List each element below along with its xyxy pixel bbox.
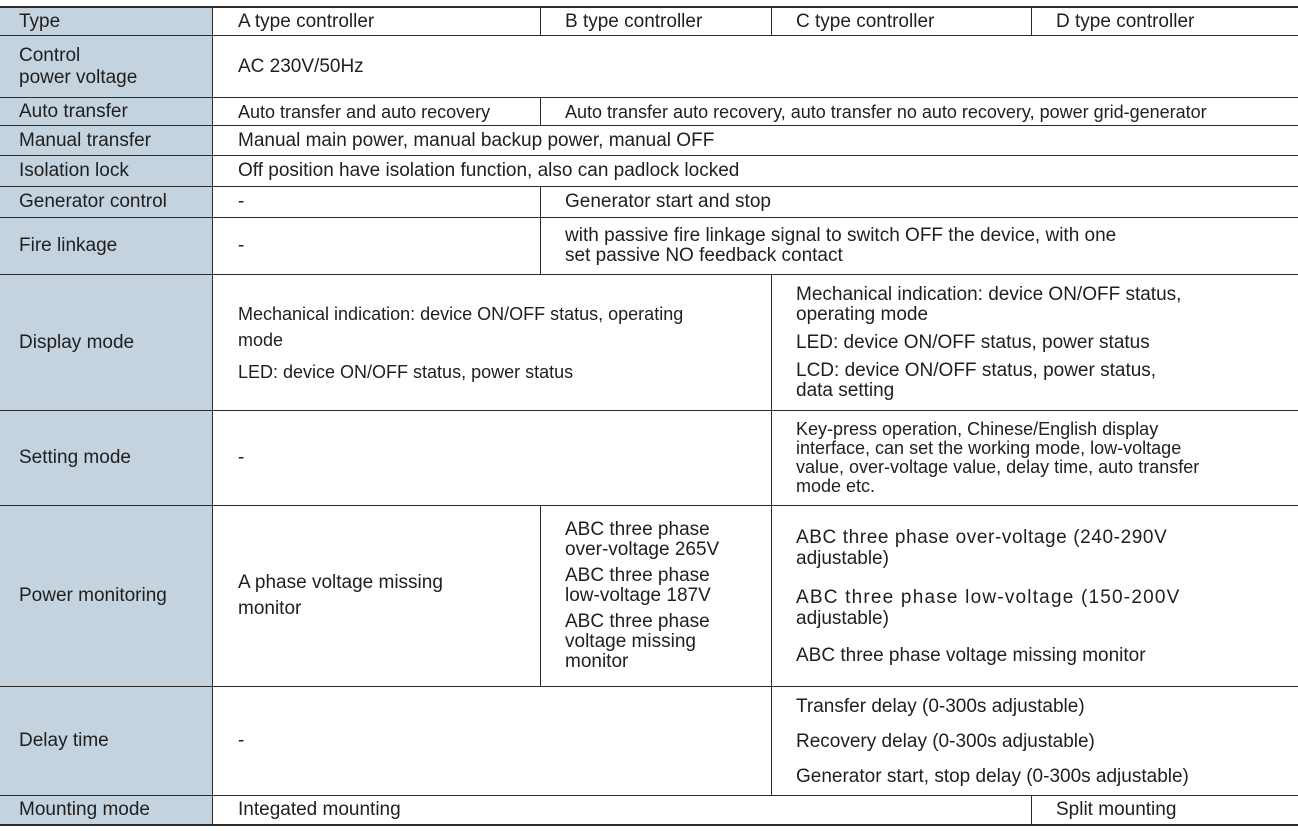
row-label-fire-linkage: Fire linkage bbox=[0, 218, 212, 274]
delay-time-line: Transfer delay (0-300s adjustable) bbox=[796, 695, 1085, 717]
rule bbox=[0, 505, 1298, 506]
rule bbox=[0, 686, 1298, 687]
row-label-control-power bbox=[0, 36, 212, 97]
rule bbox=[0, 410, 1298, 411]
display-mode-cd bbox=[788, 275, 1298, 410]
power-monitoring-a-line: A phase voltage missing bbox=[238, 572, 443, 593]
rule bbox=[212, 8, 213, 824]
isolation-lock-value: Off position have isolation function, also can padlock locked bbox=[238, 160, 740, 181]
display-mode-cd-line: Mechanical indication: device ON/OFF status, bbox=[796, 283, 1182, 305]
rule bbox=[771, 8, 772, 35]
display-mode-ab-line: Mechanical indication: device ON/OFF status, operating bbox=[238, 303, 684, 324]
power-monitoring-cd-line: ABC three phase low-voltage (150-200V bbox=[796, 586, 1181, 608]
header-d-type: D type controller bbox=[1056, 10, 1195, 32]
power-monitoring-cd-line: ABC three phase over-voltage (240-290V bbox=[796, 526, 1168, 548]
rule bbox=[771, 506, 772, 686]
fire-linkage-a: - bbox=[238, 235, 245, 256]
rule bbox=[771, 687, 772, 795]
power-monitoring-cd-line: adjustable) bbox=[796, 607, 889, 629]
delay-time-ab: - bbox=[238, 730, 245, 751]
setting-mode-line: interface, can set the working mode, low-voltage bbox=[796, 438, 1182, 458]
header-c-type: C type controller bbox=[796, 10, 935, 32]
power-monitoring-b-line: over-voltage 265V bbox=[565, 539, 720, 560]
display-mode-cd-line: operating mode bbox=[796, 303, 929, 325]
mounting-mode-d: Split mounting bbox=[1056, 799, 1177, 820]
row-label-mounting-mode: Mounting mode bbox=[0, 796, 212, 824]
rule bbox=[0, 274, 1298, 275]
power-monitoring-cd-line: ABC three phase voltage missing monitor bbox=[796, 644, 1146, 666]
delay-time-cd bbox=[788, 687, 1298, 795]
power-monitoring-b-line: ABC three phase bbox=[565, 519, 710, 540]
header-type: Type bbox=[0, 8, 212, 35]
rule bbox=[540, 8, 541, 35]
power-monitoring-cd-line: adjustable) bbox=[796, 547, 889, 569]
rule bbox=[0, 217, 1298, 218]
auto-transfer-bcd: Auto transfer auto recovery, auto transfer no auto recovery, power grid-generator bbox=[565, 101, 1207, 122]
power-monitoring-b-line: monitor bbox=[565, 651, 629, 672]
power-monitoring-b-line: low-voltage 187V bbox=[565, 585, 711, 606]
display-mode-cd-line: LED: device ON/OFF status, power status bbox=[796, 331, 1150, 353]
rule bbox=[0, 795, 1298, 796]
rule bbox=[0, 125, 1298, 126]
display-mode-ab-line: LED: device ON/OFF status, power status bbox=[238, 361, 574, 382]
setting-mode-line: Key-press operation, Chinese/English display bbox=[796, 419, 1159, 439]
setting-mode-line: mode etc. bbox=[796, 476, 876, 496]
row-label-auto-transfer: Auto transfer bbox=[0, 98, 212, 125]
row-label-delay-time: Delay time bbox=[0, 687, 212, 795]
display-mode-ab bbox=[230, 275, 788, 410]
rule bbox=[540, 187, 541, 274]
manual-transfer-value: Manual main power, manual backup power, manual OFF bbox=[238, 129, 715, 151]
display-mode-cd-line: LCD: device ON/OFF status, power status, bbox=[796, 359, 1157, 381]
rule bbox=[771, 275, 772, 505]
delay-time-line: Generator start, stop delay (0-300s adjustable) bbox=[796, 765, 1189, 787]
row-label-generator-control: Generator control bbox=[0, 187, 212, 217]
power-monitoring-cd bbox=[788, 506, 1298, 686]
row-label-setting-mode: Setting mode bbox=[0, 411, 212, 505]
rule bbox=[0, 824, 1298, 826]
display-mode-ab-line: mode bbox=[238, 329, 284, 350]
control-power-value: AC 230V/50Hz bbox=[238, 55, 364, 77]
setting-mode-cd bbox=[788, 411, 1298, 505]
power-monitoring-b-line: ABC three phase bbox=[565, 565, 710, 586]
rule bbox=[0, 97, 1298, 98]
rule bbox=[540, 98, 541, 125]
fire-linkage-line: with passive fire linkage signal to switch OFF the device, with one bbox=[565, 225, 1117, 246]
rule bbox=[0, 35, 1298, 36]
rule bbox=[0, 186, 1298, 187]
fire-linkage-line: set passive NO feedback contact bbox=[565, 245, 843, 266]
rule bbox=[0, 155, 1298, 156]
display-mode-cd-line: data setting bbox=[796, 379, 895, 401]
generator-control-bcd: Generator start and stop bbox=[565, 191, 771, 212]
power-monitoring-a bbox=[230, 506, 557, 686]
generator-control-a: - bbox=[238, 191, 245, 212]
power-monitoring-b bbox=[557, 506, 788, 686]
setting-mode-line: value, over-voltage value, delay time, auto transfer bbox=[796, 457, 1200, 477]
rule bbox=[1031, 8, 1032, 35]
power-monitoring-b-line: voltage missing bbox=[565, 631, 696, 652]
power-monitoring-b-line: ABC three phase bbox=[565, 611, 710, 632]
mounting-mode-abc: Integated mounting bbox=[238, 799, 401, 820]
rule bbox=[540, 506, 541, 686]
header-a-type: A type controller bbox=[238, 10, 375, 32]
header-b-type: B type controller bbox=[565, 10, 703, 32]
fire-linkage-bcd bbox=[557, 218, 1297, 274]
row-label-power-monitoring: Power monitoring bbox=[0, 506, 212, 686]
rule bbox=[1031, 796, 1032, 824]
row-label-line: power voltage bbox=[19, 66, 138, 88]
delay-time-line: Recovery delay (0-300s adjustable) bbox=[796, 730, 1095, 752]
row-label-display-mode: Display mode bbox=[0, 275, 212, 410]
auto-transfer-a: Auto transfer and auto recovery bbox=[238, 101, 491, 122]
row-label-isolation-lock: Isolation lock bbox=[0, 156, 212, 186]
setting-mode-ab: - bbox=[238, 447, 245, 468]
rule bbox=[0, 6, 1298, 8]
row-label-line: Control bbox=[19, 44, 81, 66]
row-label-manual-transfer: Manual transfer bbox=[0, 126, 212, 155]
power-monitoring-a-line: monitor bbox=[238, 598, 302, 619]
